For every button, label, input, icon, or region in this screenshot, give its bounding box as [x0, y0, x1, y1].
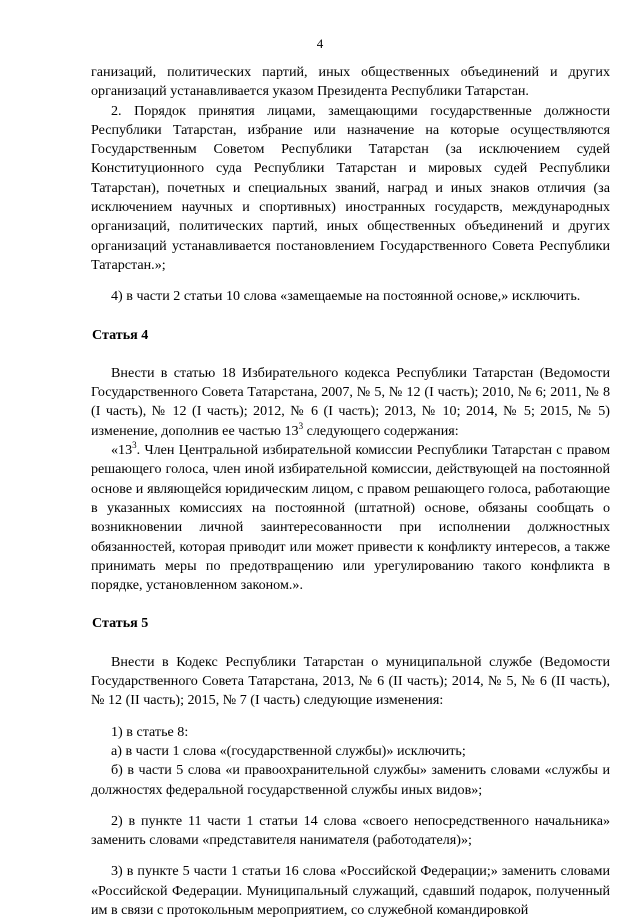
- item-1b: б) в части 5 слова «и правоохранительной службы» заменить словами «службы и должностях федеральной государственной службы иных видов»;: [91, 762, 610, 798]
- superscript: 3: [132, 440, 137, 451]
- superscript: 3: [298, 420, 304, 431]
- paragraph-item-4: 4) в части 2 статьи 10 слова «замещаемые на постоянной основе,» исключить.: [111, 288, 581, 305]
- article-4-heading: Статья 4: [92, 326, 149, 343]
- spacer: [91, 275, 610, 287]
- quote-body: . Член Центральной избирательной комиссии Республики Татарстан с правом решающего голоса, член иной избирательной комиссии, действующей на постоянной основе и являющейся юридическим лицом, с правом решающего голоса, работающие в указанных комиссиях на постоянной (штатной) основе, обязаны сообщать о возникновении личной заинтересованности при исполнении должностных обязанностей, которая приводит или может привести к конфликту интересов, а также принимать меры по предотвращению или урегулированию такого конфликта в порядке, установленном законом.».: [91, 442, 610, 594]
- document-body: [91, 63, 610, 920]
- item-3: 3) в пункте 5 части 1 статьи 16 слова «Российской Федерации;» заменить словами «Российской Федерации. Муниципальный служащий, сдавший подарок, полученный им в связи с протокольным мероприятием, со служебной командировкой: [91, 863, 610, 918]
- page-number: 4: [316, 36, 324, 51]
- spacer: [91, 634, 610, 653]
- paragraph-continuation: ганизаций, политических партий, иных общественных объединений и других организаций устанавливается указом Президента Республики Татарстан.: [91, 64, 610, 100]
- paragraph-item-2: 2. Порядок принятия лицами, замещающими государственные должности Республики Татарстан, избрание или назначение на которые осуществляются Государственным Советом Республики Татарстан (за исключением судей Конституционного суда Республики Татарстан и мировых судей Республики Татарстан), почетных и специальных званий, наград и иных знаков отличия (за исключением научных и спортивных) иностранных государств, международных организаций, политических партий, иных общественных объединений и других организаций устанавливается постановлением Государственного Совета Республики Татарстан.»;: [91, 102, 610, 273]
- item-1: 1) в статье 8:: [111, 723, 189, 740]
- article-4-intro-text: Внести в статью 18 Избирательного кодекса Республики Татарстан (Ведомости Государственного Совета Татарстана, 2007, № 5, № 12 (I часть); 2010, № 6; 2011, № 8 (I часть), № 12 (I часть); 2012, № 6 (I часть); 2013, № 10; 2014, № 5; 2015, № 5) изменение, дополнив ее частью 13: [91, 364, 610, 439]
- spacer: [91, 800, 610, 812]
- quote-start: «13: [111, 442, 133, 459]
- spacer: [91, 595, 610, 614]
- article-4-intro: [91, 364, 610, 441]
- article-5-intro: Внести в Кодекс Республики Татарстан о муниципальной службе (Ведомости Государственного Совета Татарстана, 2013, № 6 (II часть); 2014, № 5, № 6 (II часть), № 12 (II часть); 2015, № 7 (I часть) следующие изменения:: [91, 653, 610, 709]
- article-5-heading: Статья 5: [92, 615, 149, 632]
- spacer: [91, 307, 610, 326]
- spacer: [91, 850, 610, 862]
- item-1a: а) в части 1 слова «(государственной службы)» исключить;: [111, 742, 466, 759]
- spacer: [91, 345, 610, 364]
- spacer: [91, 711, 610, 723]
- item-2: 2) в пункте 11 части 1 статьи 14 слова «своего непосредственного начальника» заменить словами «представителя нанимателя (работодателя)»;: [91, 812, 610, 849]
- article-4-intro-tail: следующего содержания:: [303, 422, 459, 439]
- article-4-quote: [91, 441, 610, 595]
